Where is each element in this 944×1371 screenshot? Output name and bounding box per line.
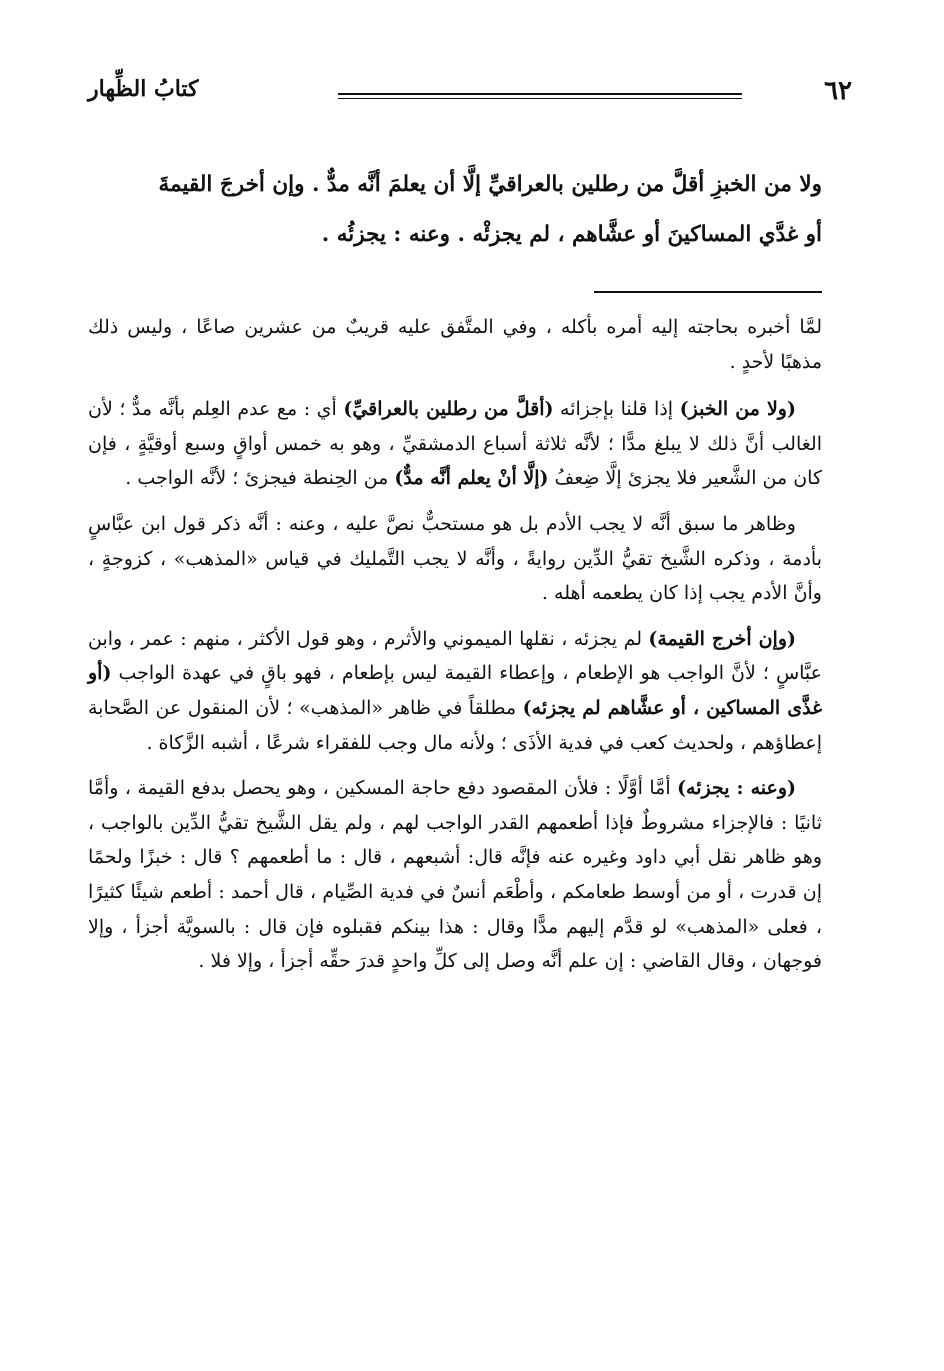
commentary-paragraph <box>88 392 822 496</box>
quoted-text: (أو غذَّى المساكين ، أو عشَّاهم لم يجزئه) <box>88 662 823 719</box>
commentary-paragraph: وظاهر ما سبق أنَّه لا يجب الأدم بل هو مستحبٌّ نصَّ عليه ، وعنه : أنَّه ذكر قول ابن عبَّاسٍ بأدمة ، وذكره الشَّيخ تقيُّ الدِّين روايةً ، وأنَّه لا يجب التَّمليك في قياس «المذهب» ، كزوجةٍ ، وأنَّ الأدم يجب إذا كان يطعمه أهله . <box>88 512 822 605</box>
page-header <box>88 76 852 116</box>
header-rule <box>338 93 742 99</box>
quoted-text: (إلَّا أنْ يعلم أنَّه مدٌّ) <box>394 467 549 490</box>
commentary-text: إذا قلنا بإجزائه <box>553 398 680 421</box>
commentary-text: أمَّا أوَّلًا : فلأن المقصود دفع حاجة المسكين ، وهو يحصل بدفع القيمة ، وأمَّا ثانيًا : فالإجزاء مشروطٌ فإذا أطعمهم القدر الواجب لهم ، ولم يقل الشَّيخ تقيُّ الدِّين بالواجب ، وهو ظاهر نقل أبي داود وغيره عنه فإنَّه قال: أشبعهم ، قال : ما أطعمهم ؟ قال : خبزًا ولحمًا إن قدرت ، أو من أوسط طعامكم ، وأطْعَم أنسٌ في فدية الصِّيام ، قال أحمد : أطعم شيئًا كثيرًا ، فعلى «المذهب» لو قدَّم إليهم مدًّا وقال : هذا بينكم فقبلوه فإن قال : بالسويَّة أجزأ ، وإلا فوجهان ، وقال القاضي : إن علم أنَّه وصل إلى كلِّ واحدٍ قدرَ حقِّه أجزأ ، وإلا فلا . <box>88 777 822 973</box>
main-text-line: أو غدَّي المساكينَ أو عشَّاهم ، لم يجزئْه . وعنه : يجزئُه . <box>321 222 822 247</box>
page-number: ٦٢ <box>824 76 852 106</box>
commentary-text: أي : مع عدم العِلم بأنَّه مدٌّ ؛ لأن الغالب أنَّ ذلك لا يبلغ مدًّا ؛ لأنَّه ثلاثة أسباع الدمشقيِّ ، وهو به خمس أواقٍ وسبع أوقيَّةٍ ، فإن كان من الشَّعير فلا يجزئ إلَّا ضِعفُ <box>88 398 822 490</box>
book-title: كتابُ الظِّهار <box>88 76 199 102</box>
main-text <box>88 160 822 260</box>
commentary-text: مطلقاً في ظاهر «المذهب» ؛ لأن المنقول عن الصَّحابة إعطاؤهم ، ولحديث كعب في فدية الأذَى ؛ ولأنه مال وجب للفقراء شرعًا ، أشبه الزَّكاة . <box>88 696 822 754</box>
commentary-text: لم يجزئه ، نقلها الميموني والأثرم ، وهو قول الأكثر ، منهم : عمر ، وابن عبَّاسٍ ؛ لأنَّ الواجب هو الإطعام ، وإعطاء القيمة ليس بإطعام ، فهو باقٍ في عهدة الواجب <box>88 627 822 685</box>
footnote-divider <box>594 291 822 293</box>
commentary-paragraph <box>88 771 822 979</box>
main-text-line: ولا من الخبزِ أقلَّ من رطلين بالعراقيِّ إلَّا أن يعلمَ أنَّه مدٌّ . وإن أخرجَ القيمةَ <box>158 172 822 197</box>
quoted-text: (وإن أخرج القيمة) <box>648 627 796 650</box>
commentary-paragraph <box>88 622 822 760</box>
commentary <box>88 310 822 990</box>
quoted-text: (أقلَّ من رطلين بالعراقيِّ) <box>343 398 554 421</box>
quoted-text: (ولا من الخبز) <box>679 398 796 421</box>
commentary-text: من الحِنطة فيجزئ ؛ لأنَّه الواجب . <box>125 467 395 490</box>
commentary-paragraph: لمَّا أخبره بحاجته إليه أمره بأكله ، وفي المتَّفق عليه قريبٌ من عشرين صاعًا ، وليس ذلك مذهبًا لأحدٍ . <box>88 316 822 373</box>
quoted-text: (وعنه : يجزئه) <box>677 777 796 800</box>
